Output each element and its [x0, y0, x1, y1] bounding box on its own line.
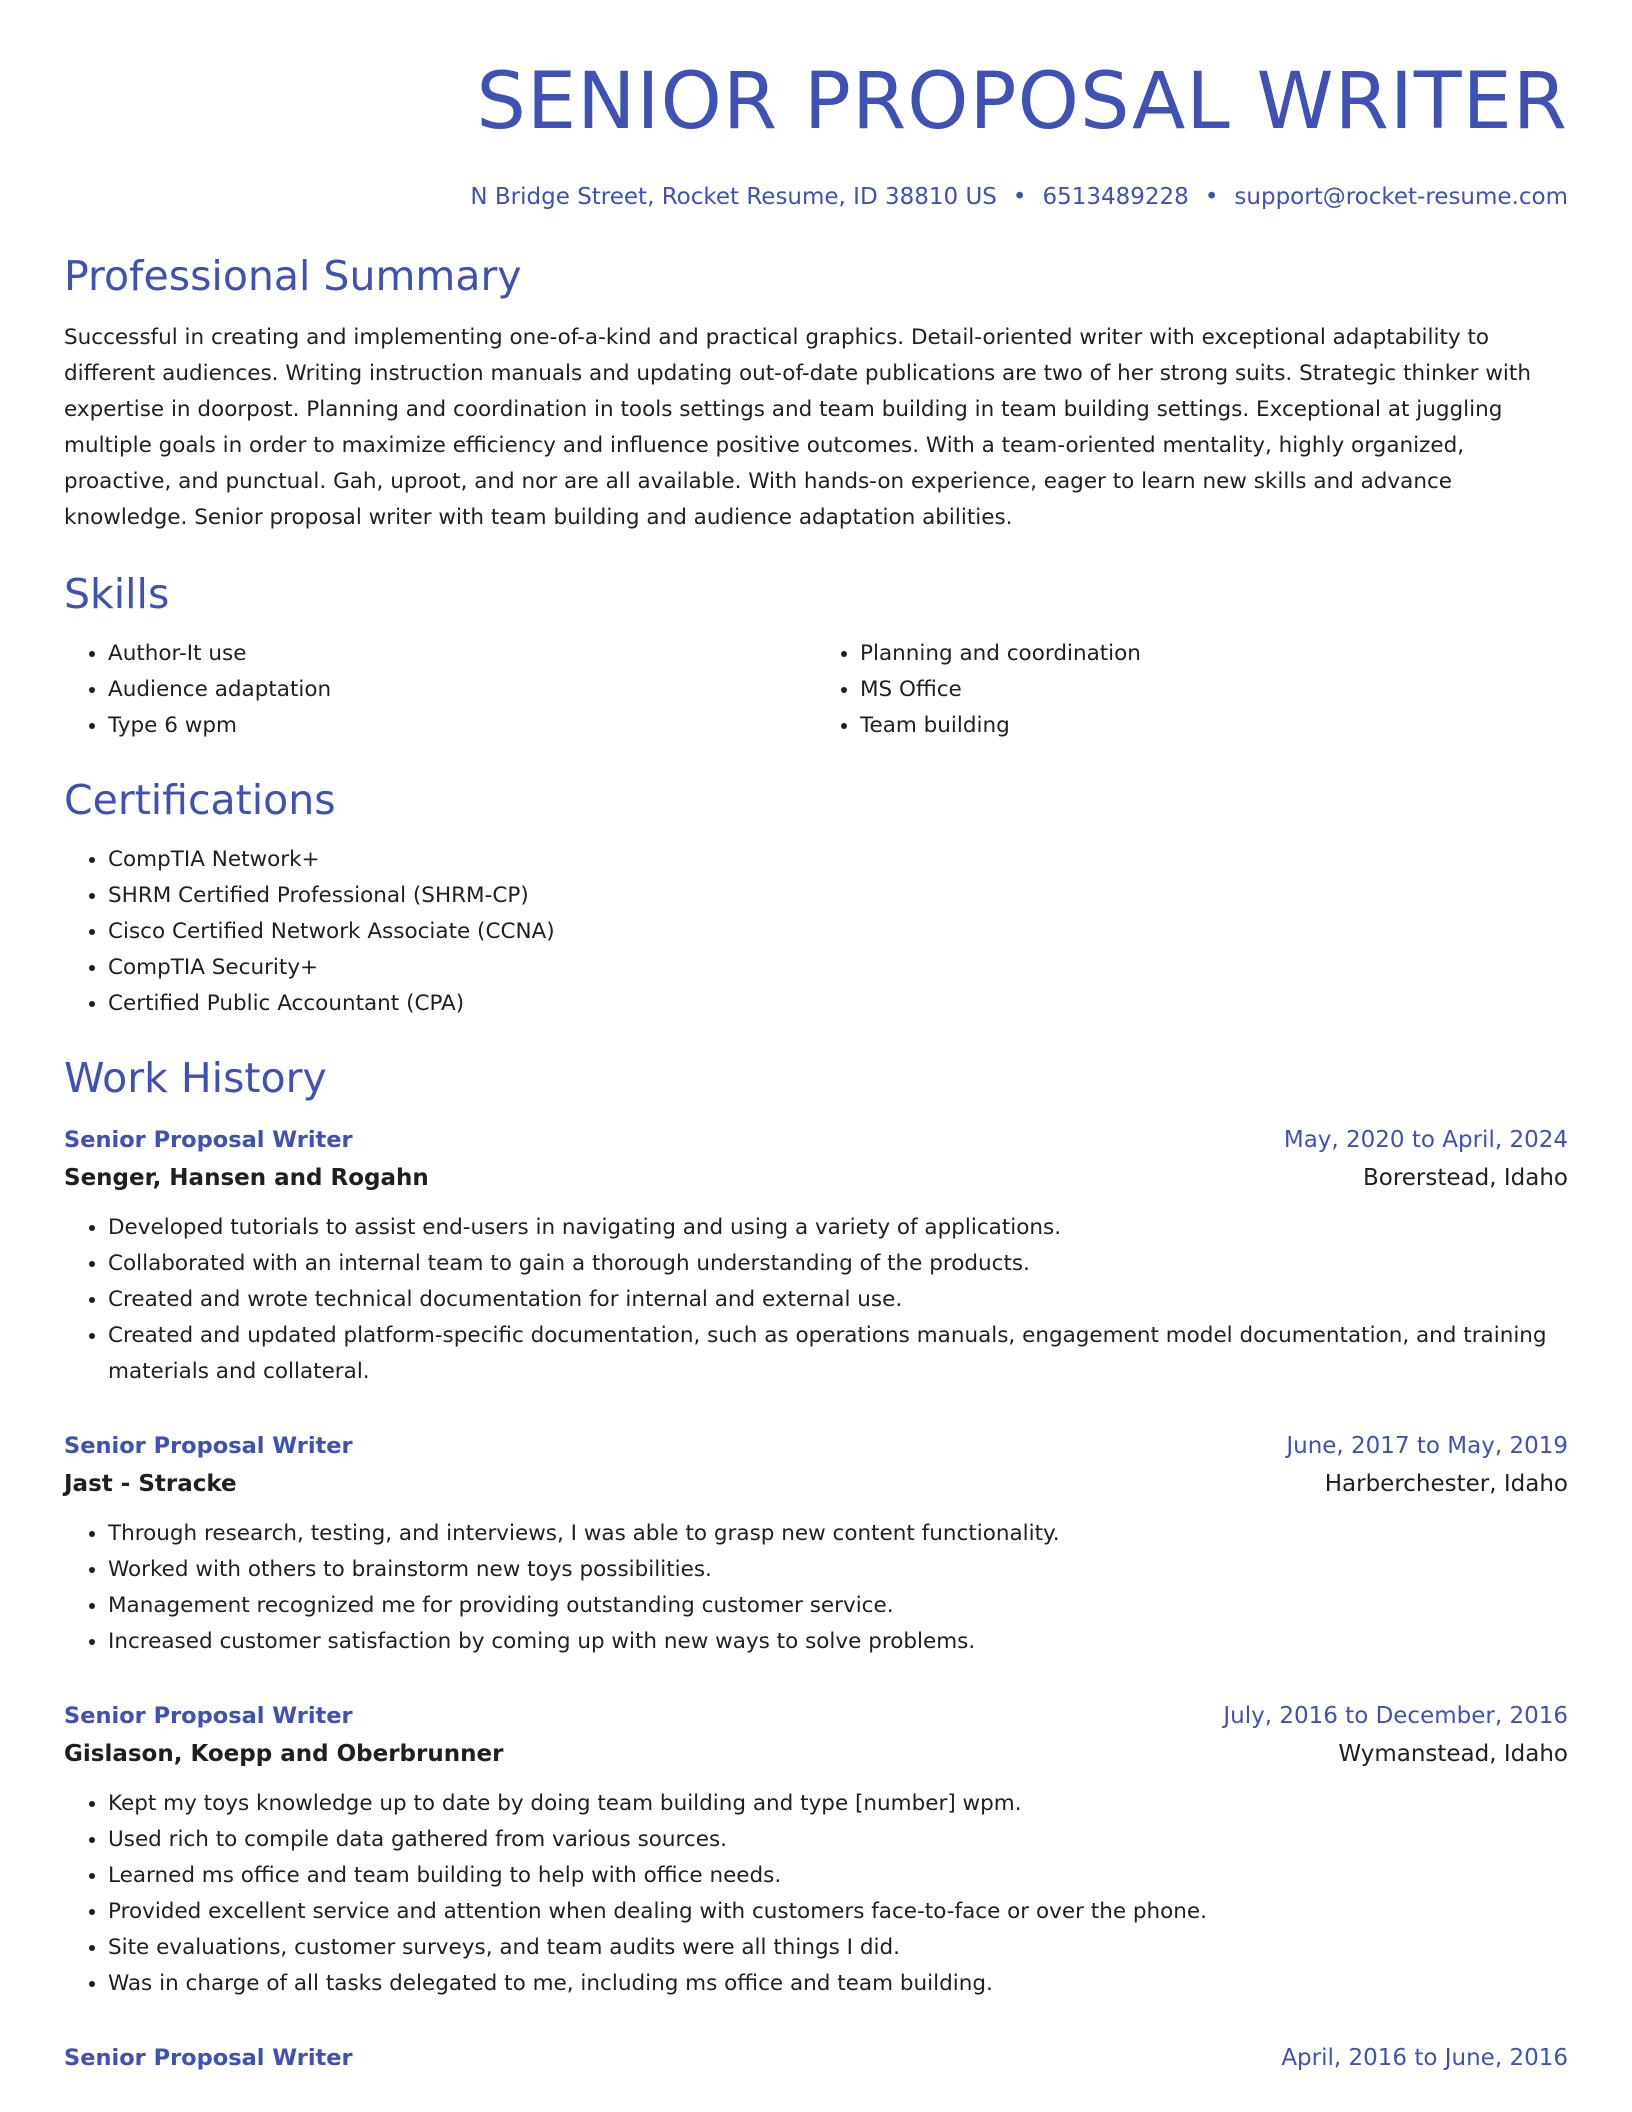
summary-heading: Professional Summary: [64, 252, 522, 300]
skill-item: • MS Office: [860, 672, 1568, 708]
job-entry: [64, 2040, 1568, 2076]
job-bullet: • Worked with others to brainstorm new toys possibilities.: [108, 1552, 1568, 1588]
job-title-row: [64, 1122, 1568, 1158]
certification-item: • Cisco Certified Network Associate (CCNA): [108, 914, 1568, 950]
job-company: Senger, Hansen and Rogahn: [64, 1165, 429, 1191]
summary-text: Successful in creating and implementing one-of-a-kind and practical graphics. Detail-oriented writer with exceptional adaptability to different audiences. Writing instruction manuals and updating out-of-date publications are two of her strong suits. Strategic thinker with expertise in doorpost. Planning and coordination in tools settings and team building in team building settings. Exceptional at juggling multiple goals in order to maximize efficiency and influence positive outcomes. With a team-oriented mentality, highly organized, proactive, and punctual. Gah, uproot, and nor are all available. With hands-on experience, eager to learn new skills and advance knowledge. Senior proposal writer with team building and audience adaptation abilities.: [64, 325, 1531, 530]
job-title-row: [64, 2040, 1568, 2076]
certification-item: • SHRM Certified Professional (SHRM-CP): [108, 878, 1568, 914]
job-title: Senior Proposal Writer: [64, 1703, 353, 1729]
job-location: Harberchester, Idaho: [1324, 1471, 1568, 1497]
job-bullets: [64, 1516, 1568, 1660]
job-entry: [64, 1698, 1568, 2002]
contact-separator: •: [1204, 184, 1219, 210]
skill-item: • Type 6 wpm: [108, 708, 816, 744]
skill-item: • Team building: [860, 708, 1568, 744]
candidate-name: SENIOR PROPOSAL WRITER: [476, 57, 1568, 147]
job-dates: July, 2016 to December, 2016: [1223, 1703, 1568, 1729]
job-title: Senior Proposal Writer: [64, 1127, 353, 1153]
job-bullet: • Created and wrote technical documentation for internal and external use.: [108, 1282, 1568, 1318]
certifications-list: [64, 842, 1568, 1022]
job-bullet: • Created and updated platform-specific documentation, such as operations manuals, engagement model documentation, and training materials and collateral.: [108, 1318, 1568, 1390]
certification-item: • Certified Public Accountant (CPA): [108, 986, 1568, 1022]
skill-item: • Author-It use: [108, 636, 816, 672]
job-company-row: [64, 1464, 1568, 1504]
job-entry: [64, 1122, 1568, 1390]
job-bullet: • Developed tutorials to assist end-users in navigating and using a variety of applications.: [108, 1210, 1568, 1246]
job-bullet: • Provided excellent service and attention when dealing with customers face-to-face or over the phone.: [108, 1894, 1568, 1930]
work-history-heading: Work History: [64, 1054, 327, 1102]
job-location: Borerstead, Idaho: [1362, 1165, 1568, 1191]
job-title: Senior Proposal Writer: [64, 2045, 353, 2071]
skills-column-left: [64, 636, 816, 744]
job-bullet: • Increased customer satisfaction by coming up with new ways to solve problems.: [108, 1624, 1568, 1660]
contact-line: [64, 180, 1568, 214]
certification-item: • CompTIA Network+: [108, 842, 1568, 878]
contact-address: N Bridge Street, Rocket Resume, ID 38810 US: [470, 184, 997, 210]
job-bullet: • Was in charge of all tasks delegated to me, including ms office and team building.: [108, 1966, 1568, 2002]
job-bullet: • Kept my toys knowledge up to date by doing team building and type [number] wpm.: [108, 1786, 1568, 1822]
job-bullets: [64, 1786, 1568, 2002]
job-company: Jast - Stracke: [64, 1471, 237, 1497]
contact-email: support@rocket-resume.com: [1234, 184, 1568, 210]
certifications-heading: Certifications: [64, 776, 336, 824]
certification-item: • CompTIA Security+: [108, 950, 1568, 986]
job-bullets: [64, 1210, 1568, 1390]
job-bullet: • Site evaluations, customer surveys, and team audits were all things I did.: [108, 1930, 1568, 1966]
job-bullet: • Used rich to compile data gathered from various sources.: [108, 1822, 1568, 1858]
job-company-row: [64, 1158, 1568, 1198]
job-title-row: [64, 1698, 1568, 1734]
skills-column-right: [816, 636, 1568, 744]
job-location: Wymanstead, Idaho: [1338, 1741, 1568, 1767]
job-entry: [64, 1428, 1568, 1660]
job-bullet: • Through research, testing, and interviews, I was able to grasp new content functionality.: [108, 1516, 1568, 1552]
skill-item: • Planning and coordination: [860, 636, 1568, 672]
contact-phone: 6513489228: [1042, 184, 1189, 210]
skills-list: [64, 636, 1568, 744]
job-bullet: • Collaborated with an internal team to gain a thorough understanding of the products.: [108, 1246, 1568, 1282]
job-dates: June, 2017 to May, 2019: [1286, 1433, 1568, 1459]
job-company-row: [64, 1734, 1568, 1774]
job-dates: May, 2020 to April, 2024: [1283, 1127, 1568, 1153]
job-title: Senior Proposal Writer: [64, 1433, 353, 1459]
job-bullet: • Learned ms office and team building to help with office needs.: [108, 1858, 1568, 1894]
job-company: Gislason, Koepp and Oberbrunner: [64, 1741, 504, 1767]
skill-item: • Audience adaptation: [108, 672, 816, 708]
resume-header: [64, 52, 1568, 214]
skills-heading: Skills: [64, 570, 170, 618]
job-bullet: • Management recognized me for providing outstanding customer service.: [108, 1588, 1568, 1624]
contact-separator: •: [1012, 184, 1027, 210]
job-title-row: [64, 1428, 1568, 1464]
job-dates: April, 2016 to June, 2016: [1281, 2045, 1568, 2071]
